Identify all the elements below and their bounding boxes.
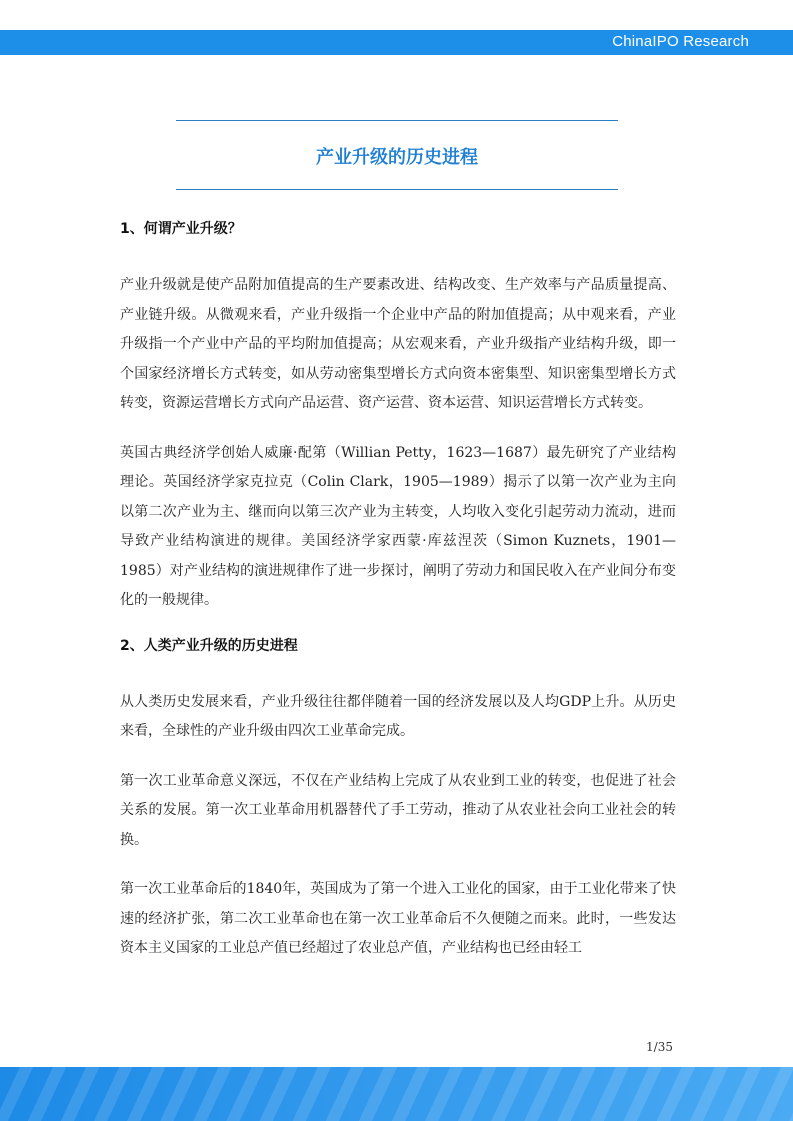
paragraph-2-1: 从人类历史发展来看，产业升级往往都伴随着一国的经济发展以及人均GDP上升。从历史来看，全球性的产业升级由四次工业革命完成。 (120, 693, 676, 739)
title-bottom-rule (176, 189, 618, 190)
paragraph-2-3: 第一次工业革命后的1840年，英国成为了第一个进入工业化的国家，由于工业化带来了快速的经济扩张，第二次工业革命也在第一次工业革命后不久便随之而来。此时，一些发达资本主义国家的工业总产值已经超过了农业总产值，产业结构也已经由轻工 (120, 881, 676, 956)
document-title: 产业升级的历史进程 (316, 147, 478, 168)
paragraph-1-2: 英国古典经济学创始人威廉·配第（Willian Petty，1623—1687）最先研究了产业结构理论。英国经济学家克拉克（Colin Clark，1905—1989）揭示了以第一次产业为主向以第二次产业为主、继而向以第三次产业为主转变，人均收入变化引起劳动力流动，进而导致产业结构演进的规律。美国经济学家西蒙·库兹涅茨（Simon Kuznets，1901—1985）对产业结构的演进规律作了进一步探讨，阐明了劳动力和国民收入在产业间分布变化的一般规律。 (120, 444, 676, 608)
title-top-rule (176, 120, 618, 121)
section-heading-1: 1、何谓产业升级？ (120, 221, 242, 237)
paragraph-2-2: 第一次工业革命意义深远，不仅在产业结构上完成了从农业到工业的转变，也促进了社会关系的发展。第一次工业革命用机器替代了手工劳动，推动了从农业社会向工业社会的转换。 (120, 772, 676, 848)
document-body (120, 219, 676, 964)
paragraph-1-1: 产业升级就是使产品附加值提高的生产要素改进、结构改变、生产效率与产品质量提高、产业链升级。从微观来看，产业升级指一个企业中产品的附加值提高；从中观来看，产业升级指一个产业中产品的平均附加值提高；从宏观来看，产业升级指产业结构升级，即一个国家经济增长方式转变，如从劳动密集型增长方式向资本密集型、知识密集型增长方式转变，资源运营增长方式向产品运营、资产运营、资本运营、知识运营增长方式转变。 (120, 277, 676, 411)
footer-bar (0, 1067, 793, 1121)
header-bar (0, 30, 793, 55)
footer-decoration (0, 1067, 793, 1121)
section-heading-2: 2、人类产业升级的历史进程 (120, 637, 298, 654)
page-number: 1/35 (646, 1040, 673, 1054)
brand-name: ChinaIPO Research (612, 33, 749, 50)
